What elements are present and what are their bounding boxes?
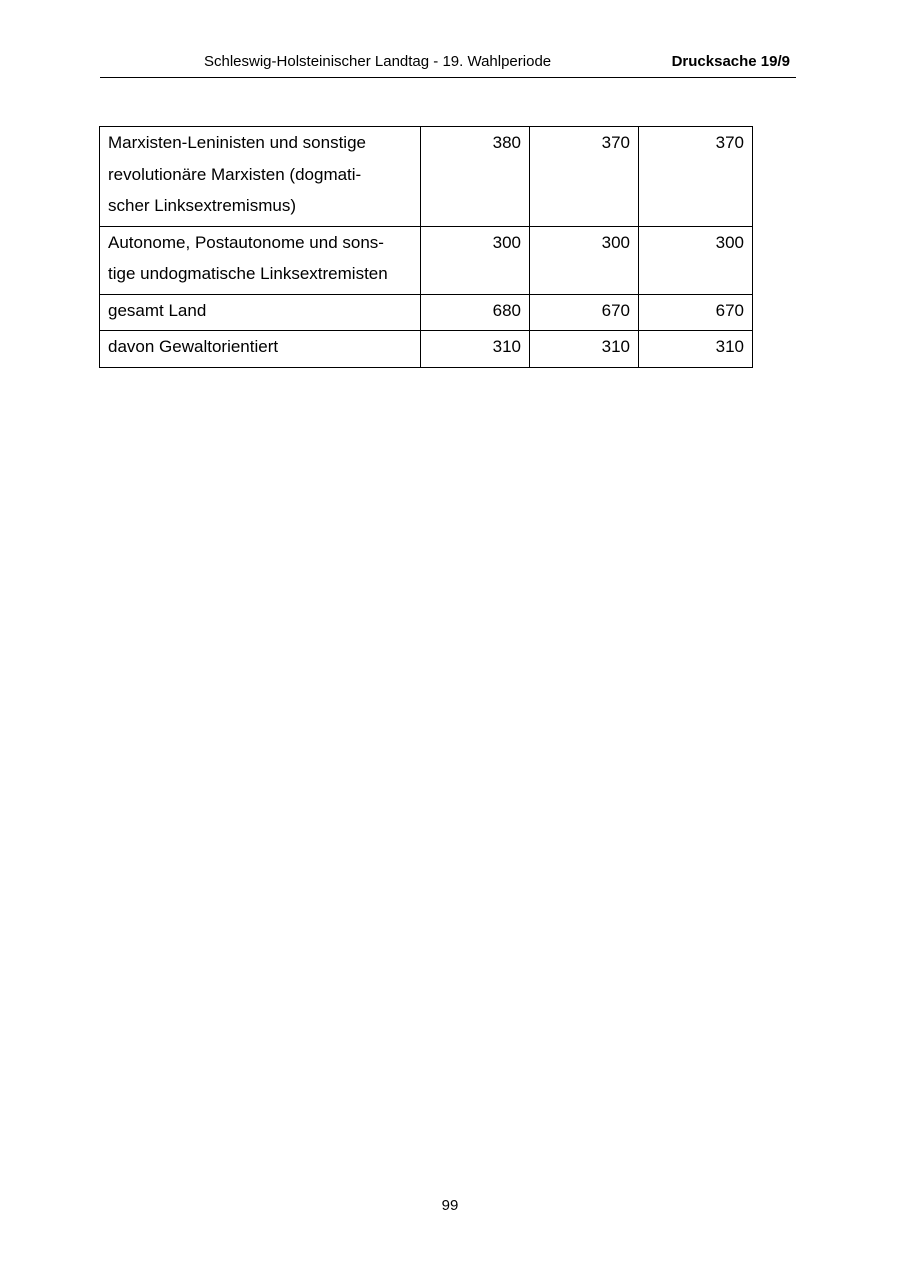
row-label-line: Marxisten-Leninisten und sonstige	[108, 133, 366, 152]
value-cell: 670	[639, 294, 753, 331]
value-cell: 670	[530, 294, 639, 331]
row-label	[100, 331, 421, 368]
table-row	[100, 294, 753, 331]
value-cell: 300	[530, 226, 639, 294]
value-cell: 310	[530, 331, 639, 368]
row-label-line: tige undogmatische Linksextremisten	[108, 264, 388, 283]
row-label	[100, 127, 421, 227]
value-cell: 380	[421, 127, 530, 227]
row-label-line: gesamt Land	[108, 300, 207, 320]
table-row	[100, 331, 753, 368]
value-cell: 310	[421, 331, 530, 368]
row-label-line: revolutionäre Marxisten (dogmati-	[108, 164, 362, 184]
value-cell: 300	[421, 226, 530, 294]
value-cell: 310	[639, 331, 753, 368]
document-number: Drucksache 19/9	[671, 53, 790, 70]
value-cell: 300	[639, 226, 753, 294]
row-label-line: scher Linksextremismus)	[108, 196, 296, 215]
value-cell: 370	[639, 127, 753, 227]
table-row	[100, 127, 753, 227]
page-number: 99	[441, 1197, 459, 1214]
value-cell: 370	[530, 127, 639, 227]
row-label	[100, 294, 421, 331]
value-cell: 680	[421, 294, 530, 331]
row-label-line: Autonome, Postautonome und sons-	[108, 232, 384, 252]
page-header	[100, 50, 796, 78]
data-table	[99, 126, 753, 368]
table-row	[100, 226, 753, 294]
row-label	[100, 226, 421, 294]
row-label-line: davon Gewaltorientiert	[108, 337, 279, 356]
header-title: Schleswig-Holsteinischer Landtag - 19. Wahlperiode	[204, 53, 552, 70]
